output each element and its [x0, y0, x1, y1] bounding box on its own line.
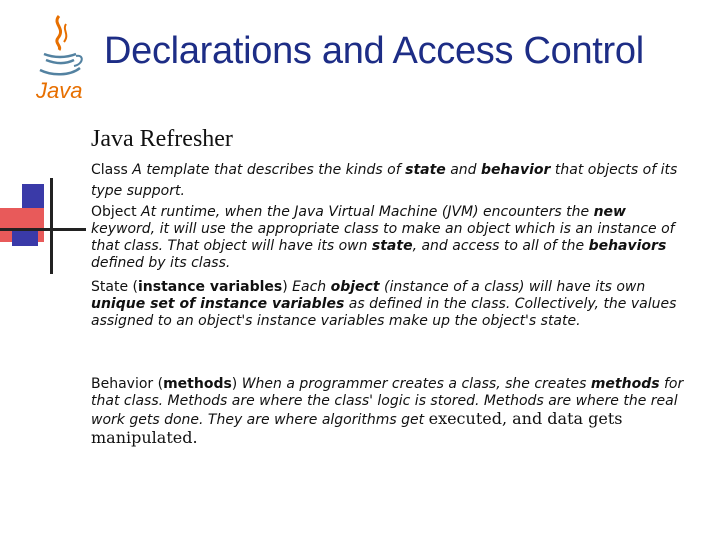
slide-title: Declarations and Access Control	[104, 30, 644, 72]
blue-block-lower	[12, 230, 38, 246]
horizontal-line	[0, 228, 86, 231]
term-behavior: Behavior (	[91, 376, 164, 392]
term-state: State (	[91, 279, 138, 295]
term-object: Object	[91, 204, 137, 220]
paragraph-behavior: Behavior (methods) When a programmer creates a class, she creates methods for that class. Methods are where the class' logic is stored. Methods are where the real work gets done. They are where algorithms get executed, and data gets manipulated.	[91, 376, 684, 447]
paragraph-state: State (instance variables) Each object (instance of a class) will have its own unique set of instance variables as defined in the class. Collectively, the values assigned to an object's instance variables make up the object's state.	[91, 279, 677, 329]
java-cup-icon	[40, 16, 82, 74]
section-heading: Java Refresher	[91, 126, 233, 152]
java-logo-text: Java	[36, 78, 83, 103]
vertical-line	[50, 178, 53, 274]
term-class: Class	[91, 162, 128, 178]
decorative-bars	[0, 178, 90, 278]
java-logo	[26, 10, 92, 106]
paragraph-class: Class A template that describes the kinds of state and behavior that objects of its type support.	[91, 162, 678, 199]
paragraph-object: Object At runtime, when the Java Virtual Machine (JVM) encounters the new keyword, it will use the appropriate class to make an object which is an instance of that class. That object will have its own state, and access to all of the behaviors defined by its class.	[91, 204, 675, 271]
